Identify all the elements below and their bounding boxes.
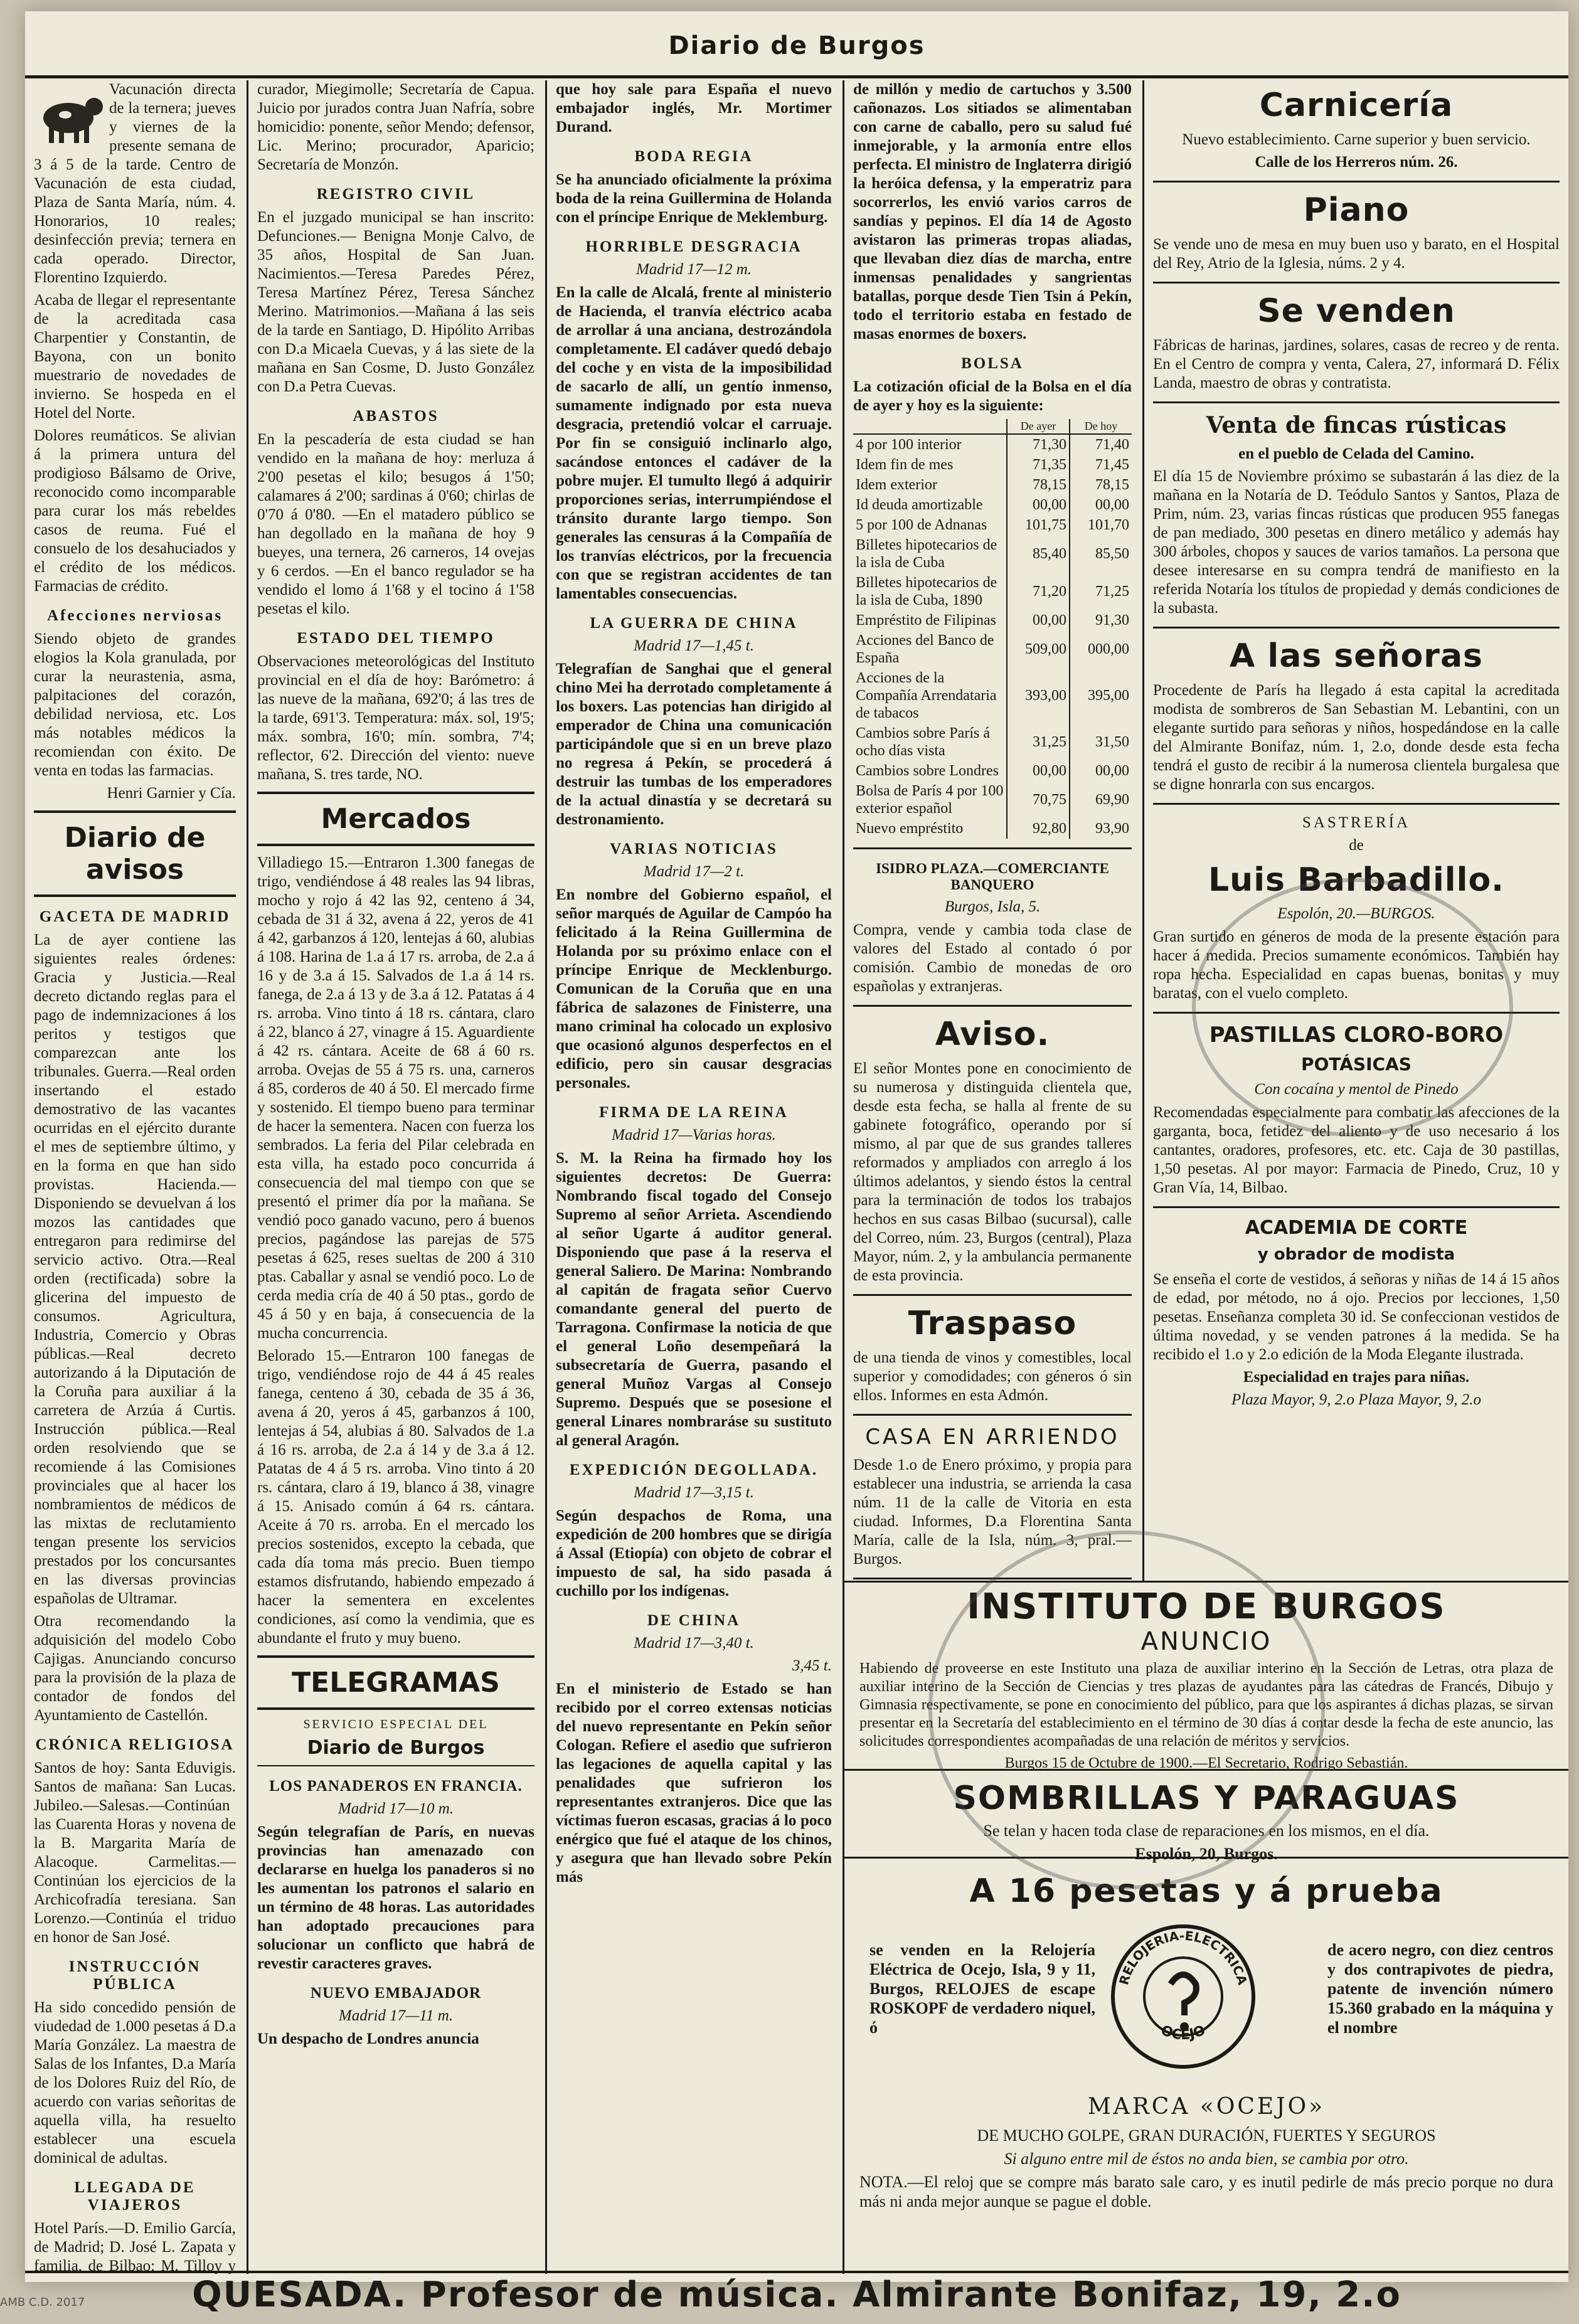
isidro-address: Burgos, Isla, 5. xyxy=(944,898,1041,915)
traspaso-heading: Traspaso xyxy=(908,1305,1077,1342)
servicio-label: SERVICIO ESPECIAL DEL xyxy=(303,1717,489,1731)
bolsa-row xyxy=(853,630,1132,668)
divider xyxy=(1153,282,1560,284)
isidro-text: Compra, vende y cambia toda clase de valores del Estado al contado ó por comisión. Cambio de monedas de oro españolas y extranjeras. xyxy=(853,921,1132,995)
panaderos-date: Madrid 17—10 m. xyxy=(338,1800,454,1817)
bolsa-cell-ayer: 509,00 xyxy=(1007,630,1070,668)
divider xyxy=(1153,803,1560,805)
bolsa-cell-ayer: 00,00 xyxy=(1007,761,1070,781)
bolsa-heading: BOLSA xyxy=(961,355,1024,372)
bolsa-cell-ayer: 71,20 xyxy=(1007,573,1070,610)
balsamo-notice: Dolores reumáticos. Se alivian á la primera untura del prodigioso Bálsamo de Orive, reconocido como incomparable para curar los más rebeldes casos de reuma. Fué el consuelo de los desahuciados y el crédito de los médicos. Farmacias de crédito. xyxy=(34,427,236,595)
viajeros-text: Hotel París.—D. Emilio García, de Madrid; D. José L. Zapata y familia, de Bilbao; M. Tilloy y xyxy=(34,2220,236,2274)
bolsa-cell-hoy: 00,00 xyxy=(1070,495,1132,515)
avisos-banner xyxy=(34,810,236,897)
embajador-date: Madrid 17—11 m. xyxy=(338,2007,454,2024)
bolsa-cell-ayer: 00,00 xyxy=(1007,495,1070,515)
bolsa-cell-ayer: 78,15 xyxy=(1007,475,1070,495)
fincas-subheading: en el pueblo de Celada del Camino. xyxy=(1238,445,1474,462)
charpentier-notice: Acaba de llegar el representante de la acreditada casa Charpentier y Constantin, de Bayona, con un bonito muestrario de novedades de invierno. Se hospeda en el Hotel del Norte. xyxy=(34,292,236,422)
logo-bottom-text: OCEJO xyxy=(1158,2022,1208,2044)
isidro-heading: ISIDRO PLAZA.—COMERCIANTE BANQUERO xyxy=(876,861,1109,893)
bolsa-cell-name: Bolsa de París 4 por 100 exterior español xyxy=(856,783,1004,817)
bolsa-cell-name: Cambios sobre París á ocho días vista xyxy=(856,725,990,759)
mercados-banner xyxy=(257,792,534,846)
column-5 xyxy=(1144,80,1568,1581)
telegramas-heading: TELEGRAMAS xyxy=(292,1667,500,1699)
instituto-text: Habiendo de proveerse en este Instituto una plaza de auxiliar interino en la Sección de Letras, otra plaza de auxiliar interino de la Sección de Ciencias y tres plazas de ayudantes para las cátedras de Francés, Dibujo y Gimnasia respectivamente, se pone en conocimiento del público, para que los aspirantes á dichas plazas, se sirvan presentar en la Secretaría del establecimiento en el término de 30 días á contar desde la fecha de este anuncio, las solicitudes correspondientes acompañadas de una relación de méritos y servicios. xyxy=(859,1660,1553,1749)
sombrillas-heading: SOMBRILLAS Y PARAGUAS xyxy=(953,1780,1460,1817)
firma-heading: FIRMA DE LA REINA xyxy=(599,1104,789,1121)
firma-text: S. M. la Reina ha firmado hoy los siguientes decretos: De Guerra: Nombrando fiscal togado del Consejo Supremo al señor Arrieta. Ascendiendo al señor Ugarte á auditor general. Disponiendo que pase á la reserva el general Saliero. De Marina: Nombrando al capitán de fragata señor Cuervo comandante general del puerto de Tarragona. Confirmase la noticia de que el general Loño desempeñará la subsecretaría de Guerra, pasando el general Muñoz Vargas al Consejo Supremo. Después que se posesione el general Linares nombraráse su sustituto al general Aragón. xyxy=(556,1150,832,1449)
sastreria-de: de xyxy=(1349,837,1364,854)
masthead xyxy=(25,19,1568,78)
bolsa-cell-name: 4 por 100 interior xyxy=(856,437,962,453)
dechina-text: En el ministerio de Estado se han recibido por el correo extensas noticias del nuevo representante en Pekín señor Cologan. Refiere el asedio que sufrieron las legaciones de aquella capital y las penalidades que sufrieron los representantes extranjeros. Dice que las víctimas fueron escasas, gracias á lo poco enérgico que fué el ataque de los chinos, y asegura que han llevado sobre Pekín más xyxy=(556,1680,832,1886)
expedicion-text: Según despachos de Roma, una expedición de 200 hombres que se dirigía á Assal (Etiopía) con objeto de cobrar el impuesto de sal, ha sido pasada á cuchillo por los indígenas. xyxy=(556,1507,832,1600)
divider xyxy=(853,847,1132,849)
belorado-text: Belorado 15.—Entraron 100 fanegas de trigo, vendiéndose rojo de 44 á 45 reales fanega, centeno á 30, cebada de 35 á 36, avena á 20, yeros á 45, garbanzos á 100, lentejas á 54, alubias á 80. Salvados de 1.a á 16 rs. arroba, de 2.a á 14 y de 3.a á 12. Patatas de 4 á 5 rs. arroba. Vino tinto á 20 rs. cántara, claro á 19, blanco á 38, vinagre á 15. Anisado común á 64 rs. cántara. Aceite á 70 rs. arroba. En el mercado los precios sostenidos, excepto la cebada, que cada día toma más precio. Buen tiempo estamos disfrutando, habiendo empezado á hacer la sementera en excelentes condiciones, así como la vendimia, que es abundante el fruto y muy bueno. xyxy=(257,1347,534,1647)
instruccion-text: Ha sido concedido pensión de viudedad de 1.000 pesetas á D.a María González. La maestra de Salas de los Infantes, D.a María de los Dolores Ruiz del Río, de acuerdo con varias señoritas de aquella villa, ha resuelto establecer una escuela dominical de adultas. xyxy=(34,1999,236,2167)
panaderos-heading: LOS PANADEROS EN FRANCIA. xyxy=(269,1778,523,1795)
carniceria-text: Nuevo establecimiento. Carne superior y buen servicio. xyxy=(1182,131,1531,148)
desgracia-date: Madrid 17—12 m. xyxy=(635,261,752,278)
senoras-heading: A las señoras xyxy=(1230,637,1483,675)
relojeria-cambia: Si alguno entre mil de éstos no anda bien, se cambia por otro. xyxy=(1004,2150,1409,2168)
relojeria-golpe: DE MUCHO GOLPE, GRAN DURACIÓN, FUERTES Y SEGUROS xyxy=(977,2126,1436,2145)
bolsa-cell-name: Cambios sobre Londres xyxy=(856,763,999,779)
embajador-heading: NUEVO EMBAJADOR xyxy=(310,1985,482,2002)
abastos-heading: ABASTOS xyxy=(353,408,439,425)
carniceria-address: Calle de los Herreros núm. 26. xyxy=(1255,154,1458,171)
instituto-subheading: ANUNCIO xyxy=(1140,1627,1272,1656)
relojeria-ad xyxy=(844,1857,1568,2264)
bolsa-cell-ayer: 71,35 xyxy=(1007,455,1070,475)
bolsa-cell-ayer: 71,30 xyxy=(1007,434,1070,455)
afecciones-text: Siendo objeto de grandes elogios la Kola granulada, por curar la neurastenia, asma, palpitaciones del corazón, debilidad nerviosa, etc. Los más notables médicos la recomiendan con éxito. De venta en todas las farmacias. xyxy=(34,630,236,779)
gaceta-heading: GACETA DE MADRID xyxy=(39,908,231,925)
traspaso-text: de una tienda de vinos y comestibles, local superior y comodidades; con géneros ó sin ellos. Informes en esta Admón. xyxy=(853,1349,1132,1404)
footer-ad xyxy=(25,2271,1568,2317)
desgracia-text: En la calle de Alcalá, frente al ministerio de Hacienda, el tranvía eléctrico acaba de arrollar á una anciana, destrozándola completamente. El cadáver quedó debajo del coche y en vista de la imposibilidad de sacarlo de allí, un gentío inmenso, sumamente indignado por esta nueva desgracia, pretendió volcar el carruaje. Por fin se consiguió inclinarlo algo, sacándose entonces el cadáver de la pobre mujer. El tumulto llegó á adquirir proporciones serias, interrumpiéndose el tránsito durante largo tiempo. Son generales las censuras á la Compañía de los tranvías eléctricos, por la frecuencia con que se registran accidentes de tan lamentables consecuencias. xyxy=(556,284,832,602)
bolsa-cell-name: 5 por 100 de Adnanas xyxy=(856,517,987,533)
vacunacion-notice: Vacunación directa de la ternera; jueves y viernes de la presente semana de 3 á 5 de la tarde. Centro de Vacunación de esta ciudad, Plaza de Santa María, núm. 4. Honorarios, 10 reales; desinfección previa; ternera en cada operado. Director, Florentino Izquierdo. xyxy=(34,81,236,286)
tiempo-heading: ESTADO DEL TIEMPO xyxy=(297,630,495,647)
column-4 xyxy=(844,80,1140,1581)
bolsa-row xyxy=(853,515,1132,535)
clock-logo-icon xyxy=(1108,1921,1258,2072)
afecciones-heading: Afecciones nerviosas xyxy=(46,607,223,624)
divider xyxy=(1153,181,1560,183)
bolsa-cell-hoy: 00,00 xyxy=(1070,761,1132,781)
embajador-text: Un despacho de Londres anuncia xyxy=(257,2030,479,2047)
relojeria-left-text: se venden en la Relojería Eléctrica de Ocejo, Isla, 9 y 11, Burgos, RELOJES de escape ROSKOPF de verdadero niquel, ó xyxy=(869,1941,1095,2037)
sastreria-name: Luis Barbadillo. xyxy=(1208,861,1504,899)
arriendo-text: Desde 1.o de Enero próximo, y propia para establecer una industria, se arrienda la casa núm. 11 de la calle de Vitoria en esta ciudad. Informes, D.a Florentina Santa María, calle de la Isla, núm. 3, pral.—Burgos. xyxy=(853,1456,1132,1568)
bolsa-cell-hoy: 91,30 xyxy=(1070,610,1132,630)
bolsa-row xyxy=(853,761,1132,781)
expedicion-heading: EXPEDICIÓN DEGOLLADA. xyxy=(569,1462,819,1478)
arriendo-heading: CASA EN ARRIENDO xyxy=(865,1425,1120,1450)
instituto-signature: Burgos 15 de Octubre de 1900.—El Secretario, Rodrigo Sebastián. xyxy=(1004,1755,1408,1771)
telegramas-banner xyxy=(257,1655,534,1710)
academia-specialty: Especialidad en trajes para niñas. xyxy=(1243,1369,1470,1386)
varias-text: En nombre del Gobierno español, el señor marqués de Aguilar de Campóo ha felicitado á la Reina Guillermina de Holanda por su próximo enlace con el príncipe Enrique de Mecklenburgo. Comunican de la Coruña que en una fábrica de salazones de Finisterre, una mano criminal ha colocado un explosivo que ocasionó algunos desperfectos en el edificio, pero sin causar desgracias personales. xyxy=(556,886,832,1091)
china-text: Telegrafían de Sanghai que el general chino Mei ha derrotado completamente á los boxers. Las potencias han dirigido al emperador de China una comunicación participándole que si en un breve plazo no regresa á Pekín, se procederá á destruir las tumbas de los emperadores de la actual dinastía y se decretará su destronamiento. xyxy=(556,661,832,828)
bolsa-row xyxy=(853,573,1132,610)
bolsa-row xyxy=(853,475,1132,495)
bolsa-cell-name: Idem exterior xyxy=(856,477,937,493)
embajador-cont: que hoy sale para España el nuevo embajador inglés, Mr. Mortimer Durand. xyxy=(556,81,832,135)
faded-stamp xyxy=(1192,878,1513,1137)
academia-heading: ACADEMIA DE CORTE xyxy=(1245,1217,1468,1239)
bolsa-cell-name: Billetes hipotecarios de la isla de Cuba, 1890 xyxy=(856,575,997,608)
avisos-heading: Diario de avisos xyxy=(64,822,206,886)
tiempo-text: Observaciones meteorológicas del Instituto provincial en el día de hoy: Barómetro: á las nueve de la mañana, 692'0; á las tres de la tarde, 691'3. Temperatura: máx. sol, 19'5; máx. sombra, 16'0; mín. sombra, 7'4; reflector, 6'2. Dirección del viento: nueve mañana, S. tres tarde, NO. xyxy=(257,653,534,783)
aviso-heading: Aviso. xyxy=(935,1016,1050,1053)
newspaper-title: Diario de Burgos xyxy=(668,31,925,60)
faded-stamp xyxy=(928,1531,1325,1889)
sastreria-address: Espolón, 20.—BURGOS. xyxy=(1277,905,1435,922)
relojeria-nota: NOTA.—El reloj que se compre más barato sale caro, y es inutil pedirle de más precio porque no dura más ni anda mejor aunque se pague el doble. xyxy=(859,2173,1553,2210)
instruccion-heading: INSTRUCCIÓN PÚBLICA xyxy=(68,1958,201,1993)
bolsa-row xyxy=(853,455,1132,475)
cronica-heading: CRÓNICA RELIGIOSA xyxy=(35,1736,235,1753)
bolsa-cell-hoy: 000,00 xyxy=(1070,630,1132,668)
fincas-heading: Venta de fincas rústicas xyxy=(1206,412,1507,438)
relojeria-marca: MARCA «OCEJO» xyxy=(1087,2094,1326,2120)
bolsa-cell-name: Acciones del Banco de España xyxy=(856,632,994,666)
bolsa-row xyxy=(853,819,1132,839)
bolsa-cell-ayer: 393,00 xyxy=(1007,668,1070,723)
viajeros-heading: LLEGADA DE VIAJEROS xyxy=(74,2179,196,2214)
bolsa-row xyxy=(853,723,1132,761)
boda-heading: BODA REGIA xyxy=(634,148,753,165)
expedicion-date: Madrid 17—3,15 t. xyxy=(634,1484,754,1501)
pastillas-text: Recomendadas especialmente para combatir las afecciones de la garganta, boca, fetidez del aliento y de uso necesario á los cantantes, oradores, profesores, etc. etc. Caja de 30 pastillas, 1,50 pesetas. Al por mayor: Farmacia de Pinedo, Cruz, 10 y Gran Vía, 14, Bilbao. xyxy=(1153,1104,1560,1196)
bolsa-cell-name: Billetes hipotecarios de la isla de Cuba xyxy=(856,537,997,571)
villadiego-text: Villadiego 15.—Entraron 1.300 fanegas de trigo, vendiéndose á 48 reales las 94 libras, mocho y rojo á 42 las 92, centeno á 34, cebada de 31 á 32, avena á 22, yeros de 41 á 42, garbanzos á 120, lentejas á 60, alubias á 108. Harina de 1.a á 17 rs. arroba, de 2.a á 16 y de 3.a á 15. Salvados de 1.a á 14 rs. fanega, de 2.a á 13 y de 3.a á 12. Patatas á 4 rs. arroba. Vino tinto á 18 rs. cántara, claro á 22, blanco á 27, vinagre á 15. Aguardiente á 42 rs. cántara. Aceite de 68 á 60 rs. arroba. Ovejas de 55 á 75 rs. una, carneros á 85, corderos de 40 á 50. El mercado firme y sostenido. El tiempo bueno para terminar de hacer la sementera. Nacen con fuerza los sembrados. La feria del Pilar celebrada en esta villa, ha estado poco concurrida á consecuencia del mal tiempo con que se presentó el primer día por la mañana. Se vendió poco ganado vacuno, pero á buenos precios, pagándose las parejas de 575 pesetas á 625, reses sueltas de 200 á 310 ptas. Caballar y asnal se vendió poco. Lo de cerda media cría de 40 á 50 ptas., gordo de 45 á 50 y en baja, á consecuencia de la mucha concurrencia. xyxy=(257,854,534,1342)
desgracia-heading: HORRIBLE DESGRACIA xyxy=(585,238,802,255)
bolsa-cell-hoy: 85,50 xyxy=(1070,535,1132,573)
china-date: Madrid 17—1,45 t. xyxy=(634,637,754,654)
sombrillas-address: Espolón, 20, Burgos. xyxy=(1135,1845,1278,1863)
venden-text: Fábricas de harinas, jardines, solares, casas de recreo y de renta. En el Centro de compra y venta, Calera, 27, informará D. Félix Landa, maestro de obras y contratista. xyxy=(1153,337,1560,391)
bolsa-cell-name: Nuevo empréstito xyxy=(856,820,964,837)
firma-date: Madrid 17—Varias horas. xyxy=(612,1127,776,1143)
quesada-ad: QUESADA. Profesor de música. Almirante Bonifaz, 19, 2.o xyxy=(192,2274,1401,2315)
boda-text: Se ha anunciado oficialmente la próxima boda de la reina Guillermina de Holanda con el príncipe Enrique de Meklemburg. xyxy=(556,171,832,226)
bolsa-row xyxy=(853,495,1132,515)
academia-heading-2: y obrador de modista xyxy=(1257,1245,1455,1264)
academia-address: Plaza Mayor, 9, 2.o Plaza Mayor, 9, 2.o xyxy=(1231,1391,1481,1408)
registro-text: En el juzgado municipal se han inscrito: Defunciones.— Benigna Monje Calvo, de 35 años, Hospital de San Juan. Nacimientos.—Teresa Paredes Pérez, Teresa Martínez Pérez, Teresa Sánchez Merino. Matrimonios.—Mañana á las seis de la tarde en Santiago, D. Hipólito Arribas con D.a Micaela Cuevas, y á las siete de la mañana en San Cosme, D. Justo González con D.a Petra Cuevas. xyxy=(257,209,534,395)
divider xyxy=(257,1765,534,1766)
millon-text: de millón y medio de cartuchos y 3.500 cañonazos. Los sitiados se alimentaban con carne de caballo, pero su salud fué inmejorable, y la armonía entre ellos perfecta. El ministro de Inglaterra dirigió la heróica defensa, y la emperatriz para socorrerlos, les envió varios carros de sandías y pepinos. El día 14 de Agosto avistaron las primeras tropas aliadas, que llevaban diez días de marcha, entre inmensas penalidades y sangrientas batallas, porque desde Tien Tsin á Pekín, todo el territorio estaba en festado de masas enormes de boxers. xyxy=(853,81,1132,342)
juicio-text: curador, Miegimolle; Secretaría de Capua. Juicio por jurados contra Juan Nafría, sobre homicidio: ponente, señor Mendo; defensor, Lic. Merino; procurador, Aparicio; Secretaría de Monzón. xyxy=(257,81,534,173)
instituto-heading: INSTITUTO DE BURGOS xyxy=(967,1586,1446,1627)
abastos-text: En la pescadería de esta ciudad se han vendido en la mañana de hoy: merluza á 2'00 pesetas el kilo; besugos á 1'50; calamares á 2'00; sardinas á 0'60; chirlas de 0'70 á 0'80. —En el matadero público se han degollado en la mañana de hoy 9 bueyes, una ternera, 26 carneros, 14 ovejas y 6 cerdos. —En el banco regulador se ha vendido el lomo á 1'68 y el tocino á 1'58 pesetas el kilo. xyxy=(257,431,534,617)
column-2 xyxy=(248,80,543,2274)
dechina-heading: DE CHINA xyxy=(647,1612,741,1629)
bolsa-cell-hoy: 78,15 xyxy=(1070,475,1132,495)
bolsa-cell-ayer: 85,40 xyxy=(1007,535,1070,573)
gaceta-text: La de ayer contiene las siguientes reales órdenes: Gracia y Justicia.—Real decreto dictando reglas para el pago de indemnizaciones á los peritos y testigos que comparezcan ante los tribunales. Guerra.—Real orden insertando el estado demostrativo de las vacantes ocurridas en el ejército durante el mes de septiembre último, y en la forma en que han sido provistas. Hacienda.—Disponiendo se devuelvan á los mozos las cantidades que entregaron para redimirse del servicio activo. Otra.—Real orden (rectificada) sobre la glicerina del impuesto de consumos. Agricultura, Industria, Comercio y Obras públicas.—Real decreto autorizando á la Diputación de la Coruña para auxiliar á la carretera de Arzúa á Curtis. Instrucción pública.—Real orden resolviendo que se recomiende á las Comisiones provinciales que al hacer los nombramientos de médicos de las mixtas de reclutamiento tengan presente los servicios prestados por los concursantes en las diversas provincias españolas de Ultramar. xyxy=(34,931,236,1607)
bolsa-cell-ayer: 31,25 xyxy=(1007,723,1070,761)
pastillas-heading-2: POTÁSICAS xyxy=(1301,1054,1412,1074)
venden-heading: Se venden xyxy=(1257,292,1455,330)
bolsa-cell-hoy: 71,40 xyxy=(1070,434,1132,455)
bolsa-cell-ayer: 92,80 xyxy=(1007,819,1070,839)
bolsa-row xyxy=(853,668,1132,723)
registro-heading: REGISTRO CIVIL xyxy=(316,186,476,203)
bolsa-header-ayer: De ayer xyxy=(1007,419,1070,434)
bolsa-row xyxy=(853,781,1132,819)
servicio-diario: Diario de Burgos xyxy=(307,1737,485,1759)
piano-text: Se vende uno de mesa en muy buen uso y barato, en el Hospital del Rey, Atrio de la Iglesia, núms. 2 y 4. xyxy=(1153,236,1560,272)
bolsa-row xyxy=(853,434,1132,455)
archive-mark: AMB C.D. 2017 xyxy=(0,2296,85,2309)
senoras-text: Procedente de París ha llegado á esta capital la acreditada modista de sombreros de San Sebastian M. Lebantini, con un elegante surtido para señoras y niños, hospedándose en la calle del Almirante Bonifaz, núm. 1, 2.o, donde desde esta fecha tendrá el gusto de recibir á la numerosa clientela burgalesa que se digne honrarla con sus encargos. xyxy=(1153,682,1560,793)
bolsa-header-row xyxy=(853,419,1132,434)
varias-date: Madrid 17—2 t. xyxy=(643,863,745,880)
bolsa-cell-ayer: 70,75 xyxy=(1007,781,1070,819)
cajigas-text: Otra recomendando la adquisición del modelo Cobo Cajigas. Anunciando concurso para la provisión de la plaza de contador de fondos del Ayuntamiento de Castellón. xyxy=(34,1613,236,1724)
bolsa-cell-name: Idem fin de mes xyxy=(856,457,954,473)
relojeria-right-text: de acero negro, con diez centros y dos contrapivotes de piedra, patente de invención número 15.360 grabado en la máquina y el nombre xyxy=(1327,1941,1553,2037)
relojeria-heading: A 16 pesetas y á prueba xyxy=(969,1872,1443,1910)
bolsa-table xyxy=(853,419,1132,839)
bolsa-cell-hoy: 395,00 xyxy=(1070,668,1132,723)
bolsa-cell-name: Id deuda amortizable xyxy=(856,497,983,513)
bolsa-row xyxy=(853,535,1132,573)
china-heading: LA GUERRA DE CHINA xyxy=(590,615,798,632)
pastillas-subheading: Con cocaína y mentol de Pinedo xyxy=(1254,1081,1459,1098)
bolsa-row xyxy=(853,610,1132,630)
aviso-text: El señor Montes pone en conocimiento de su numerosa y distinguida clientela que, desde esta fecha, se halla al frente de su gabinete fotográfico, operando por sí mismo, al par que de sus grandes talleres reformados y ampliados con arreglo á los últimos adelantos, y siendo éstos la central para la terminación de todos los trabajos hechos en sus casas Bilbao (sucursal), calle del Correo, núm. 23, Burgos (central), Plaza Mayor, núm. 2, y la ambulancia permanente de esta provincia. xyxy=(853,1060,1132,1284)
fincas-text: El día 15 de Noviembre próximo se subastarán á las diez de la mañana en la Notaría de D. Teódulo Santos y Santos, Plaza de Prim, núm. 23, varias fincas rústicas que producen 955 fanegas de pan mediado, 300 pesetas en dinero metálico y además hay 300 árboles, chopos y sauces de varios tamaños. La persona que desee interesarse en su compra tendrá de manifiesto en la referida Notaría los títulos de propiedad y demás condiciones de la subasta. xyxy=(1153,468,1560,617)
garnier-signature: Henri Garnier y Cía. xyxy=(107,785,236,802)
varias-heading: VARIAS NOTICIAS xyxy=(610,841,778,857)
pastillas-heading: PASTILLAS CLORO-BORO xyxy=(1209,1022,1504,1048)
bolsa-cell-ayer: 00,00 xyxy=(1007,610,1070,630)
panaderos-text: Según telegrafían de París, en nuevas provincias han amenazado con declararse en huelga los panaderos si no les aumentan los patronos el salario en un término de 48 horas. Las autoridades han adoptado precauciones para solucionar un conflicto que habrá de revestir caracteres graves. xyxy=(257,1823,534,1972)
sastreria-label: SASTRERÍA xyxy=(1302,814,1411,831)
divider xyxy=(1153,627,1560,629)
bolsa-cell-hoy: 31,50 xyxy=(1070,723,1132,761)
mercados-heading: Mercados xyxy=(321,803,471,835)
column-3 xyxy=(547,80,841,2274)
column-1 xyxy=(25,80,245,2274)
piano-heading: Piano xyxy=(1303,191,1410,229)
bolsa-cell-name: Acciones de la Compañía Arrendataria de tabacos xyxy=(856,670,997,721)
cow-icon xyxy=(34,80,103,149)
bolsa-header-hoy: De hoy xyxy=(1070,419,1132,434)
divider xyxy=(853,1005,1132,1007)
bolsa-cell-hoy: 101,70 xyxy=(1070,515,1132,535)
sombrillas-text: Se telan y hacen toda clase de reparaciones en los mismos, en el día. xyxy=(983,1822,1430,1840)
bolsa-cell-hoy: 71,25 xyxy=(1070,573,1132,610)
bolsa-cell-hoy: 93,90 xyxy=(1070,819,1132,839)
logo-top-text: RELOJERIA-ELECTRICA xyxy=(1116,1928,1250,1987)
bolsa-cell-name: Empréstito de Filipinas xyxy=(856,612,996,629)
carniceria-heading: Carnicería xyxy=(1259,87,1454,124)
divider xyxy=(853,1294,1132,1296)
bolsa-cell-hoy: 71,45 xyxy=(1070,455,1132,475)
divider xyxy=(1153,1206,1560,1208)
divider xyxy=(1153,401,1560,403)
cronica-text: Santos de hoy: Santa Eduvigis. Santos de mañana: San Lucas. Jubileo.—Salesas.—Continúan las Cuarenta Horas y novena de la B. Margarita María de Alacoque. Carmelitas.—Continúan los ejercicios de la Archicofradía teresiana. San Lorenzo.—Continúa el triduo en honor de San José. xyxy=(34,1759,236,1946)
divider xyxy=(853,1414,1132,1416)
bolsa-intro: La cotización oficial de la Bolsa en el día de ayer y hoy es la siguiente: xyxy=(853,378,1132,414)
bolsa-cell-ayer: 101,75 xyxy=(1007,515,1070,535)
dechina-date: Madrid 17—3,40 t. xyxy=(634,1635,754,1652)
dechina-date-2: 3,45 t. xyxy=(792,1657,832,1674)
sastreria-text: Gran surtido en géneros de moda de la presente estación para hacer á medida. Precios sumamente económicos. También hay ropa hecha. Especialidad en capas buenas, bonitas y muy baratas, con el vuelo completo. xyxy=(1153,928,1560,1002)
academia-text: Se enseña el corte de vestidos, á señoras y niñas de 14 á 15 años de edad, por método, no á ojo. Precios por lecciones, 1,50 pesetas. Enseñanza completa 30 id. Se confeccionan vestidos de última novedad, y se venden patrones á la medida. Se ha recibido el 1.o y 2.o edición de la Moda Elegante ilustrada. xyxy=(1153,1271,1560,1363)
bolsa-cell-hoy: 69,90 xyxy=(1070,781,1132,819)
